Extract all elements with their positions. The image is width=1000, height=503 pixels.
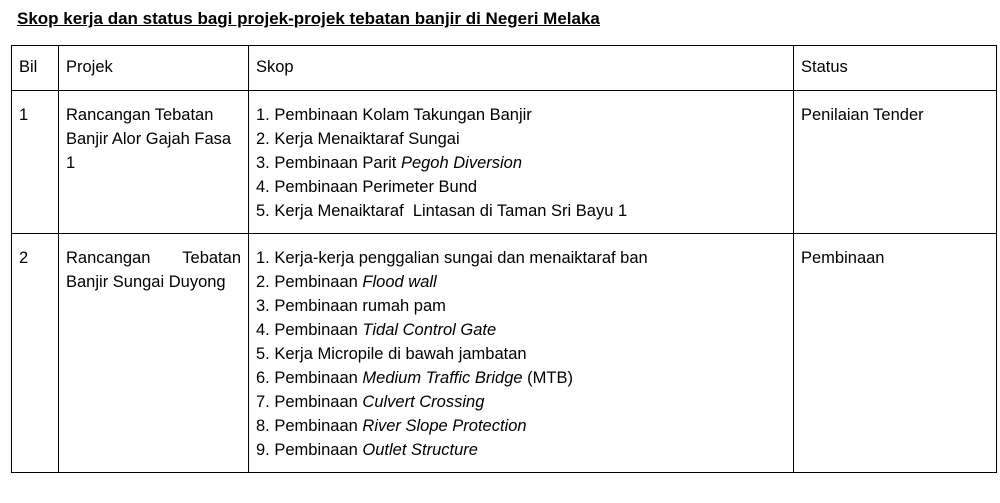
scope-item-text: Pembinaan <box>274 321 363 339</box>
scope-item <box>256 103 786 127</box>
scope-item <box>256 246 786 270</box>
scope-item <box>256 199 786 223</box>
scope-cell <box>249 91 794 234</box>
scope-item-number: 1. <box>256 106 270 124</box>
scope-item <box>256 175 786 199</box>
scope-item-number: 3. <box>256 154 270 172</box>
row-number: 1 <box>12 91 59 234</box>
scope-item-text: Pembinaan <box>274 273 363 291</box>
status-value: Pembinaan <box>794 234 997 473</box>
scope-item-text: Kerja Menaiktaraf Sungai <box>274 130 460 148</box>
row-number: 2 <box>12 234 59 473</box>
scope-list <box>256 103 786 223</box>
column-header-bil: Bil <box>12 46 59 91</box>
scope-item-text: Pembinaan Parit <box>274 154 401 172</box>
scope-item-text: Kerja Menaiktaraf Lintasan di Taman Sri Bayu 1 <box>274 202 628 220</box>
scope-item-number: 1. <box>256 249 270 267</box>
column-header-status: Status <box>794 46 997 91</box>
scope-item-text: Pembinaan rumah pam <box>274 297 446 315</box>
table-row <box>12 234 997 473</box>
scope-item <box>256 414 786 438</box>
scope-list <box>256 246 786 462</box>
scope-item <box>256 318 786 342</box>
scope-item-number: 7. <box>256 393 270 411</box>
status-value: Penilaian Tender <box>794 91 997 234</box>
scope-item-number: 5. <box>256 202 270 220</box>
column-header-projek: Projek <box>59 46 249 91</box>
scope-item-text: Pembinaan <box>274 441 363 459</box>
scope-item-text: Pembinaan <box>274 417 363 435</box>
scope-item-text: Kerja Micropile di bawah jambatan <box>274 345 527 363</box>
scope-item <box>256 438 786 462</box>
table-header-row <box>12 46 997 91</box>
scope-item-text: Pembinaan Perimeter Bund <box>274 178 478 196</box>
scope-item <box>256 151 786 175</box>
scope-item-number: 3. <box>256 297 270 315</box>
scope-item-number: 8. <box>256 417 270 435</box>
scope-item-italic-term: River Slope Protection <box>362 417 527 435</box>
scope-item <box>256 366 786 390</box>
scope-item <box>256 390 786 414</box>
scope-item-italic-term: Outlet Structure <box>362 441 478 459</box>
scope-item-number: 9. <box>256 441 270 459</box>
scope-item-text: Pembinaan <box>274 393 363 411</box>
scope-item-italic-term: Flood wall <box>362 273 437 291</box>
scope-item <box>256 127 786 151</box>
scope-item <box>256 270 786 294</box>
scope-item-number: 4. <box>256 321 270 339</box>
scope-cell <box>249 234 794 473</box>
scope-item-italic-term: Culvert Crossing <box>362 393 485 411</box>
project-name: Rancangan Tebatan Banjir Alor Gajah Fasa 1 <box>59 91 249 234</box>
scope-item-italic-term: Tidal Control Gate <box>362 321 497 339</box>
scope-item-number: 6. <box>256 369 270 387</box>
document-title: Skop kerja dan status bagi projek-projek tebatan banjir di Negeri Melaka <box>17 9 600 28</box>
column-header-skop: Skop <box>249 46 794 91</box>
table-row <box>12 91 997 234</box>
scope-item-suffix: (MTB) <box>522 369 573 387</box>
scope-item-number: 5. <box>256 345 270 363</box>
scope-item <box>256 342 786 366</box>
scope-item-text: Pembinaan <box>274 369 363 387</box>
scope-item-text: Pembinaan Kolam Takungan Banjir <box>274 106 532 124</box>
project-name: Rancangan Tebatan Banjir Sungai Duyong <box>59 234 249 473</box>
scope-item-italic-term: Pegoh Diversion <box>400 154 523 172</box>
scope-item-italic-term: Medium Traffic Bridge <box>362 369 523 387</box>
project-table <box>11 45 997 473</box>
scope-item-text: Kerja-kerja penggalian sungai dan menaiktaraf ban <box>274 249 648 267</box>
scope-item-number: 2. <box>256 130 270 148</box>
scope-item-number: 4. <box>256 178 270 196</box>
scope-item <box>256 294 786 318</box>
scope-item-number: 2. <box>256 273 270 291</box>
